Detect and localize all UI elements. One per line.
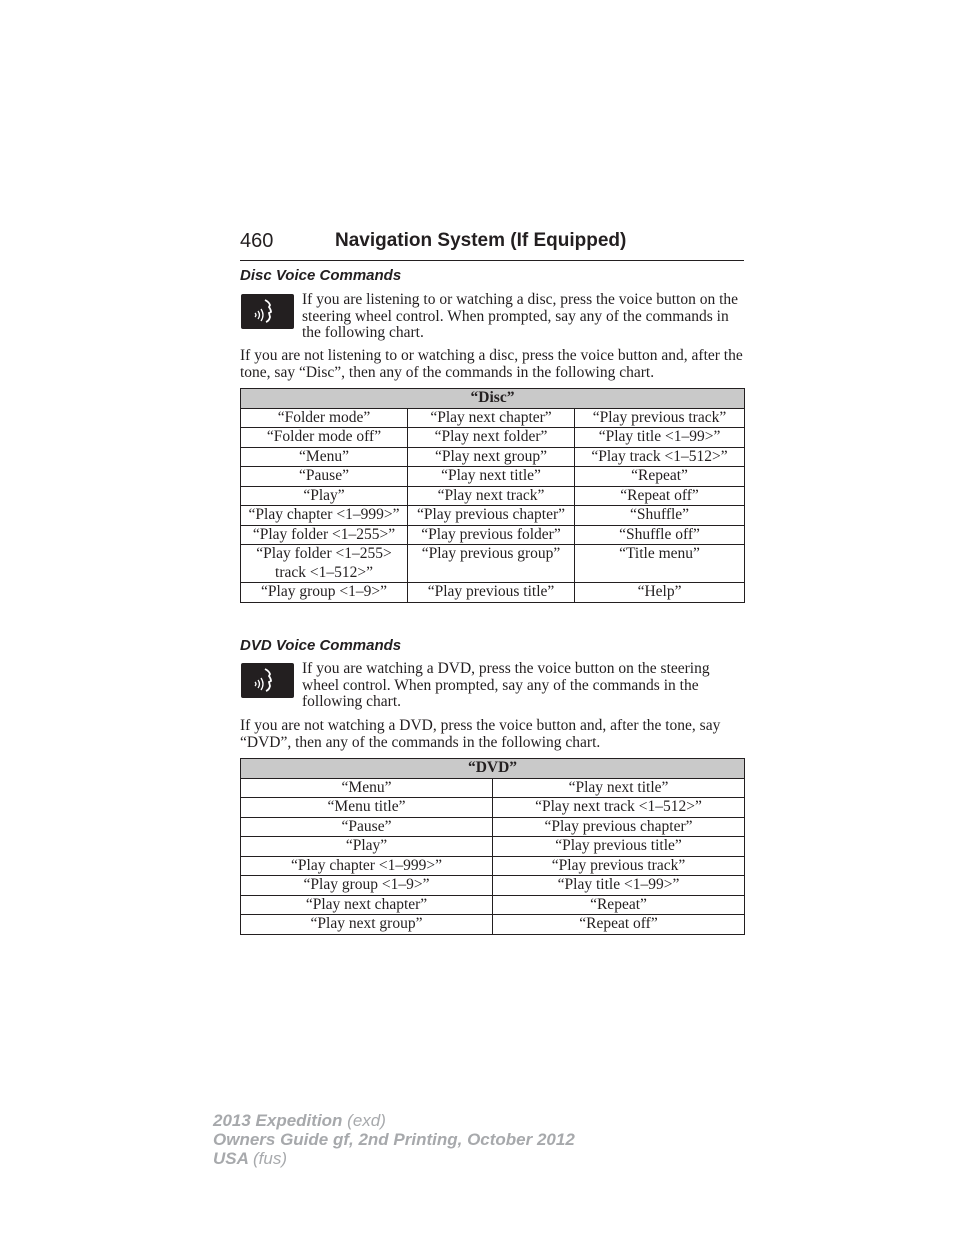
- table-cell: “Play group <1–9>”: [241, 583, 408, 603]
- table-cell: “Play group <1–9>”: [241, 876, 493, 896]
- table-cell: “Play previous chapter”: [408, 506, 575, 526]
- table-row: [241, 798, 745, 818]
- dvd-section-heading: DVD Voice Commands: [240, 637, 402, 654]
- table-cell: “Play folder <1–255> track <1–512>”: [241, 545, 408, 583]
- dvd-intro-text: If you are watching a DVD, press the voice button on the steering wheel control. When prompted, say any of the commands in the following chart.: [302, 660, 710, 710]
- table-cell: “Play next chapter”: [241, 895, 493, 915]
- table-row: [241, 525, 745, 545]
- table-cell: “Play”: [241, 486, 408, 506]
- table-row: [241, 583, 745, 603]
- table-row: [241, 545, 745, 583]
- table-row: [241, 447, 745, 467]
- table-cell: “Play folder <1–255>”: [241, 525, 408, 545]
- page-header: [240, 226, 744, 261]
- table-row: [241, 428, 745, 448]
- table-cell: “Folder mode”: [241, 408, 408, 428]
- table-cell: “Play”: [241, 837, 493, 857]
- table-cell: “Play previous track”: [493, 856, 745, 876]
- table-cell: “Play next chapter”: [408, 408, 575, 428]
- table-cell: “Repeat off”: [493, 915, 745, 935]
- table-cell: “Play previous title”: [493, 837, 745, 857]
- table-cell: “Shuffle off”: [575, 525, 745, 545]
- table-cell: “Play title <1–99>”: [575, 428, 745, 448]
- table-cell: “Play previous chapter”: [493, 817, 745, 837]
- disc-commands-table: [240, 388, 745, 603]
- table-row: [241, 506, 745, 526]
- table-cell: “Play previous folder”: [408, 525, 575, 545]
- chapter-title: Navigation System (If Equipped): [335, 230, 627, 251]
- table-cell: “Play next track <1–512>”: [493, 798, 745, 818]
- footer-market-code: (fus): [253, 1149, 287, 1168]
- table-row: [241, 856, 745, 876]
- disc-table-header: “Disc”: [241, 389, 745, 409]
- table-cell: “Repeat”: [575, 467, 745, 487]
- dvd-alt-text: If you are not watching a DVD, press the voice button and, after the tone, say “DVD”, then any of the commands in the following chart.: [240, 717, 721, 751]
- table-cell: “Play next track”: [408, 486, 575, 506]
- table-cell: “Play previous group”: [408, 545, 575, 583]
- table-cell: “Menu title”: [241, 798, 493, 818]
- table-row: [241, 778, 745, 798]
- footer-line-3: [213, 1149, 575, 1168]
- table-cell: “Play title <1–99>”: [493, 876, 745, 896]
- table-row: [241, 876, 745, 896]
- table-cell: “Play next group”: [408, 447, 575, 467]
- table-row: [241, 467, 745, 487]
- table-row: [241, 837, 745, 857]
- table-row: [241, 408, 745, 428]
- voice-button-icon: [241, 663, 294, 698]
- table-cell: “Play track <1–512>”: [575, 447, 745, 467]
- footer-model-code: (exd): [347, 1111, 386, 1130]
- table-cell: “Play previous title”: [408, 583, 575, 603]
- table-cell: “Menu”: [241, 447, 408, 467]
- table-cell: “Play next group”: [241, 915, 493, 935]
- voice-button-icon: [241, 294, 294, 329]
- table-cell: “Menu”: [241, 778, 493, 798]
- table-row: [241, 486, 745, 506]
- table-row: [241, 895, 745, 915]
- footer-model: 2013 Expedition: [213, 1111, 343, 1130]
- disc-section-heading: Disc Voice Commands: [240, 267, 402, 284]
- disc-intro-text: If you are listening to or watching a disc, press the voice button on the steering wheel control. When prompted, say any of the commands in the following chart.: [302, 291, 739, 341]
- dvd-commands-table: [240, 758, 745, 935]
- table-cell: “Play chapter <1–999>”: [241, 506, 408, 526]
- page-number: 460: [240, 230, 274, 252]
- footer-line-2: Owners Guide gf, 2nd Printing, October 2012: [213, 1130, 575, 1149]
- table-cell: “Play chapter <1–999>”: [241, 856, 493, 876]
- page-footer: [213, 1111, 575, 1168]
- disc-table-body: [241, 408, 745, 602]
- table-cell: “Play next title”: [408, 467, 575, 487]
- footer-market: USA: [213, 1149, 249, 1168]
- footer-line-1: [213, 1111, 575, 1130]
- table-cell: “Play next title”: [493, 778, 745, 798]
- table-cell: “Help”: [575, 583, 745, 603]
- table-cell: “Pause”: [241, 817, 493, 837]
- table-cell: “Pause”: [241, 467, 408, 487]
- table-row: [241, 915, 745, 935]
- disc-alt-text: If you are not listening to or watching a disc, press the voice button and, after the tone, say “Disc”, then any of the commands in the following chart.: [240, 347, 743, 381]
- table-cell: “Title menu”: [575, 545, 745, 583]
- table-cell: “Shuffle”: [575, 506, 745, 526]
- dvd-table-header: “DVD”: [241, 759, 745, 779]
- table-cell: “Play previous track”: [575, 408, 745, 428]
- table-cell: “Repeat”: [493, 895, 745, 915]
- table-cell: “Repeat off”: [575, 486, 745, 506]
- dvd-table-body: [241, 778, 745, 934]
- table-row: [241, 817, 745, 837]
- table-cell: “Folder mode off”: [241, 428, 408, 448]
- table-cell: “Play next folder”: [408, 428, 575, 448]
